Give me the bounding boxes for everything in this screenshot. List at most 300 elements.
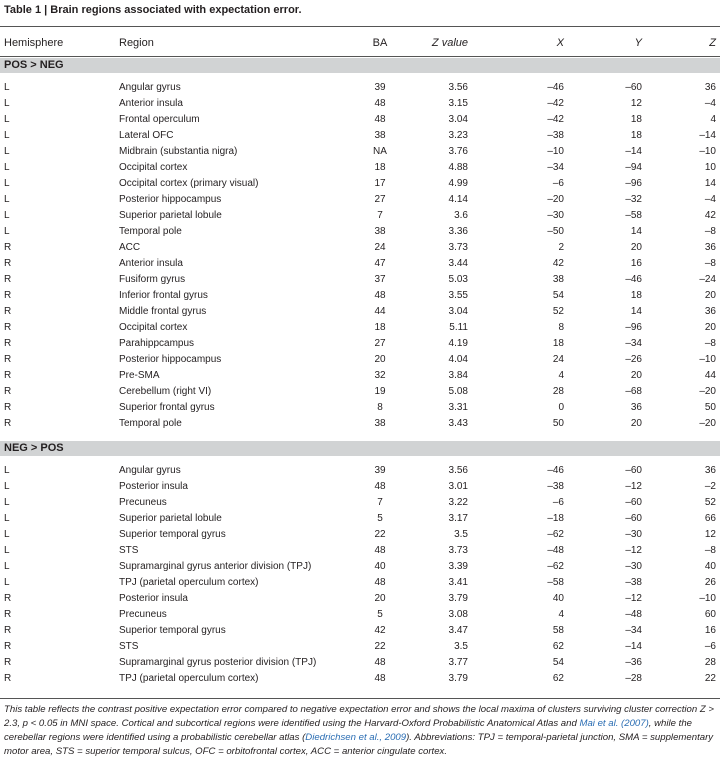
cell-ba: 48 bbox=[374, 657, 386, 668]
cell-z: 22 bbox=[704, 673, 716, 684]
cell-hemisphere: L bbox=[4, 194, 10, 205]
cell-x: 18 bbox=[552, 338, 564, 349]
cell-y: –30 bbox=[625, 561, 642, 572]
cell-zvalue: 3.6 bbox=[454, 210, 468, 221]
cell-region: Inferior frontal gyrus bbox=[119, 290, 208, 301]
cell-y: –60 bbox=[625, 513, 642, 524]
cell-zvalue: 3.73 bbox=[448, 242, 468, 253]
cell-region: Anterior insula bbox=[119, 258, 183, 269]
cell-x: –62 bbox=[547, 561, 564, 572]
section-pos-neg bbox=[0, 58, 720, 73]
cell-z: 40 bbox=[704, 561, 716, 572]
cell-region: Fusiform gyrus bbox=[119, 274, 186, 285]
cell-region: Posterior hippocampus bbox=[119, 194, 222, 205]
cell-zvalue: 3.39 bbox=[448, 561, 468, 572]
cell-hemisphere: L bbox=[4, 465, 10, 476]
cell-z: 36 bbox=[704, 82, 716, 93]
cell-x: –46 bbox=[547, 82, 564, 93]
cell-hemisphere: R bbox=[4, 593, 12, 604]
cell-hemisphere: L bbox=[4, 210, 10, 221]
cell-hemisphere: L bbox=[4, 130, 10, 141]
cell-z: 26 bbox=[704, 577, 716, 588]
cell-y: –58 bbox=[625, 210, 642, 221]
table-row bbox=[0, 638, 720, 654]
cell-ba: 38 bbox=[374, 226, 386, 237]
cell-x: –58 bbox=[547, 577, 564, 588]
table-row bbox=[0, 415, 720, 431]
cell-region: Frontal operculum bbox=[119, 114, 200, 125]
footnote-citation-link[interactable]: Mai et al. (2007) bbox=[579, 718, 649, 729]
cell-region: Posterior insula bbox=[119, 481, 188, 492]
cell-z: 60 bbox=[704, 609, 716, 620]
cell-y: –94 bbox=[625, 162, 642, 173]
header-rule bbox=[0, 56, 720, 57]
cell-zvalue: 3.5 bbox=[454, 641, 468, 652]
cell-z: –10 bbox=[699, 593, 716, 604]
cell-x: –38 bbox=[547, 481, 564, 492]
cell-x: 2 bbox=[558, 242, 564, 253]
cell-ba: 17 bbox=[374, 178, 386, 189]
cell-zvalue: 5.11 bbox=[449, 322, 468, 333]
cell-z: 12 bbox=[704, 529, 716, 540]
cell-region: Angular gyrus bbox=[119, 82, 181, 93]
cell-ba: 22 bbox=[374, 529, 386, 540]
cell-region: Midbrain (substantia nigra) bbox=[119, 146, 238, 157]
cell-x: 0 bbox=[558, 402, 564, 413]
cell-x: –50 bbox=[547, 226, 564, 237]
table-row bbox=[0, 191, 720, 207]
cell-y: –60 bbox=[625, 497, 642, 508]
cell-z: 20 bbox=[704, 322, 716, 333]
table-row bbox=[0, 351, 720, 367]
table-row bbox=[0, 462, 720, 478]
cell-ba: 48 bbox=[374, 114, 386, 125]
cell-x: 38 bbox=[552, 274, 564, 285]
cell-hemisphere: R bbox=[4, 418, 12, 429]
cell-z: –24 bbox=[699, 274, 716, 285]
cell-y: –14 bbox=[625, 146, 642, 157]
cell-hemisphere: R bbox=[4, 274, 12, 285]
cell-z: 52 bbox=[704, 497, 716, 508]
table-row bbox=[0, 542, 720, 558]
cell-hemisphere: L bbox=[4, 98, 10, 109]
cell-z: 4 bbox=[710, 114, 716, 125]
cell-z: –8 bbox=[704, 258, 716, 269]
cell-z: 66 bbox=[704, 513, 716, 524]
cell-zvalue: 3.17 bbox=[448, 513, 468, 524]
cell-x: –30 bbox=[547, 210, 564, 221]
cell-z: 36 bbox=[704, 242, 716, 253]
cell-hemisphere: R bbox=[4, 386, 12, 397]
cell-hemisphere: R bbox=[4, 338, 12, 349]
bottom-rule bbox=[0, 698, 720, 699]
cell-x: –18 bbox=[547, 513, 564, 524]
cell-ba: 27 bbox=[374, 194, 386, 205]
cell-x: 28 bbox=[552, 386, 564, 397]
footnote-text: This table reflects the contrast positive expectation error compared to negative expectation error and shows the local maxima of clusters surviving cluster correction Z > 2.3, p < 0.05 in MNI space. Cortical and subcortical regions were identified using the Harvard-Oxford Probabilistic Anatomical Atlas and bbox=[4, 704, 714, 729]
cell-y: 20 bbox=[630, 418, 642, 429]
cell-region: Occipital cortex bbox=[119, 162, 188, 173]
cell-x: 62 bbox=[552, 641, 564, 652]
cell-region: Superior temporal gyrus bbox=[119, 625, 226, 636]
cell-ba: 8 bbox=[377, 402, 383, 413]
cell-region: Posterior insula bbox=[119, 593, 188, 604]
cell-hemisphere: R bbox=[4, 609, 12, 620]
table-row bbox=[0, 143, 720, 159]
cell-hemisphere: R bbox=[4, 354, 12, 365]
table-row bbox=[0, 606, 720, 622]
footnote-text: ). Abbreviations: TPJ = temporal-parietal junction, SMA = supplementary motor area, STS = superior temporal sulcus, OFC = orbitofrontal cortex, ACC = anterior cingulate cortex. bbox=[4, 732, 714, 757]
cell-y: –96 bbox=[625, 322, 642, 333]
cell-hemisphere: R bbox=[4, 258, 12, 269]
cell-z: 28 bbox=[704, 657, 716, 668]
cell-z: –8 bbox=[704, 545, 716, 556]
cell-ba: 22 bbox=[374, 641, 386, 652]
cell-x: 52 bbox=[552, 306, 564, 317]
cell-zvalue: 5.03 bbox=[448, 274, 468, 285]
cell-x: –34 bbox=[547, 162, 564, 173]
cell-hemisphere: L bbox=[4, 545, 10, 556]
cell-zvalue: 3.73 bbox=[448, 545, 468, 556]
table-header bbox=[0, 37, 720, 51]
table-footnote bbox=[4, 703, 716, 759]
cell-ba: 48 bbox=[374, 577, 386, 588]
cell-region: Angular gyrus bbox=[119, 465, 181, 476]
cell-ba: 48 bbox=[374, 545, 386, 556]
top-rule bbox=[0, 26, 720, 27]
table-row bbox=[0, 622, 720, 638]
table-row bbox=[0, 223, 720, 239]
cell-region: Temporal pole bbox=[119, 418, 182, 429]
cell-y: –28 bbox=[625, 673, 642, 684]
header-y: Y bbox=[634, 37, 642, 49]
cell-x: –42 bbox=[547, 98, 564, 109]
cell-region: Cerebellum (right VI) bbox=[119, 386, 212, 397]
cell-hemisphere: R bbox=[4, 370, 12, 381]
cell-z: –10 bbox=[699, 146, 716, 157]
cell-zvalue: 4.14 bbox=[448, 194, 468, 205]
cell-ba: 47 bbox=[374, 258, 386, 269]
cell-hemisphere: L bbox=[4, 577, 10, 588]
cell-y: 16 bbox=[630, 258, 642, 269]
cell-zvalue: 4.88 bbox=[448, 162, 468, 173]
cell-y: –12 bbox=[625, 545, 642, 556]
cell-y: 18 bbox=[630, 290, 642, 301]
cell-ba: 18 bbox=[374, 162, 386, 173]
table-row bbox=[0, 303, 720, 319]
cell-z: –8 bbox=[704, 226, 716, 237]
cell-zvalue: 3.56 bbox=[448, 465, 468, 476]
cell-zvalue: 4.99 bbox=[448, 178, 468, 189]
cell-y: –32 bbox=[625, 194, 642, 205]
cell-ba: 19 bbox=[374, 386, 386, 397]
cell-z: –6 bbox=[704, 641, 716, 652]
cell-region: Precuneus bbox=[119, 609, 167, 620]
footnote-text: , while the cerebellar regions were identified using a probabilistic cerebellar atlas ( bbox=[4, 718, 692, 743]
cell-x: –46 bbox=[547, 465, 564, 476]
cell-z: 50 bbox=[704, 402, 716, 413]
table-row bbox=[0, 574, 720, 590]
cell-ba: 27 bbox=[374, 338, 386, 349]
table-row bbox=[0, 654, 720, 670]
cell-x: 4 bbox=[558, 609, 564, 620]
cell-region: Superior parietal lobule bbox=[119, 210, 222, 221]
cell-y: –36 bbox=[625, 657, 642, 668]
header-ba: BA bbox=[372, 37, 388, 49]
cell-ba: 48 bbox=[374, 290, 386, 301]
cell-hemisphere: R bbox=[4, 625, 12, 636]
cell-y: –48 bbox=[625, 609, 642, 620]
cell-y: 20 bbox=[630, 242, 642, 253]
cell-hemisphere: R bbox=[4, 657, 12, 668]
cell-x: –48 bbox=[547, 545, 564, 556]
table-row bbox=[0, 494, 720, 510]
cell-y: 20 bbox=[630, 370, 642, 381]
cell-zvalue: 4.04 bbox=[448, 354, 468, 365]
cell-region: STS bbox=[119, 545, 139, 556]
cell-x: 40 bbox=[552, 593, 564, 604]
table-row bbox=[0, 399, 720, 415]
cell-zvalue: 3.23 bbox=[448, 130, 468, 141]
cell-z: 36 bbox=[704, 465, 716, 476]
cell-zvalue: 3.55 bbox=[448, 290, 468, 301]
cell-y: 14 bbox=[630, 226, 642, 237]
cell-y: –60 bbox=[625, 82, 642, 93]
cell-hemisphere: L bbox=[4, 114, 10, 125]
cell-ba: 37 bbox=[374, 274, 386, 285]
table-row bbox=[0, 127, 720, 143]
table-row bbox=[0, 175, 720, 191]
cell-y: –34 bbox=[625, 625, 642, 636]
cell-ba: 5 bbox=[377, 513, 383, 524]
cell-region: Anterior insula bbox=[119, 98, 183, 109]
section-neg-pos bbox=[0, 441, 720, 456]
cell-x: –6 bbox=[552, 178, 564, 189]
table-caption: Table 1 | Brain regions associated with expectation error. bbox=[4, 4, 302, 16]
cell-zvalue: 3.84 bbox=[448, 370, 468, 381]
header-zvalue: Z value bbox=[431, 37, 468, 49]
cell-x: –62 bbox=[547, 529, 564, 540]
cell-y: 12 bbox=[630, 98, 642, 109]
cell-region: TPJ (parietal operculum cortex) bbox=[119, 577, 259, 588]
cell-x: 54 bbox=[552, 657, 564, 668]
cell-region: Superior frontal gyrus bbox=[119, 402, 215, 413]
cell-ba: 48 bbox=[374, 481, 386, 492]
cell-x: –10 bbox=[547, 146, 564, 157]
cell-zvalue: 3.04 bbox=[448, 114, 468, 125]
cell-y: –30 bbox=[625, 529, 642, 540]
table-row bbox=[0, 526, 720, 542]
cell-hemisphere: R bbox=[4, 641, 12, 652]
cell-z: 44 bbox=[704, 370, 716, 381]
cell-region: Precuneus bbox=[119, 497, 167, 508]
cell-y: –12 bbox=[625, 481, 642, 492]
cell-x: –38 bbox=[547, 130, 564, 141]
table-row bbox=[0, 239, 720, 255]
cell-region: Occipital cortex (primary visual) bbox=[119, 178, 259, 189]
cell-ba: 20 bbox=[374, 354, 386, 365]
cell-ba: 20 bbox=[374, 593, 386, 604]
section-label: NEG > POS bbox=[4, 442, 64, 454]
table-row bbox=[0, 335, 720, 351]
cell-z: –2 bbox=[704, 481, 716, 492]
cell-y: –68 bbox=[625, 386, 642, 397]
cell-region: Parahippcampus bbox=[119, 338, 195, 349]
cell-ba: 48 bbox=[374, 673, 386, 684]
cell-zvalue: 3.79 bbox=[448, 593, 468, 604]
table-row bbox=[0, 319, 720, 335]
cell-y: –60 bbox=[625, 465, 642, 476]
cell-region: Supramarginal gyrus anterior division (TPJ) bbox=[119, 561, 312, 572]
cell-zvalue: 3.36 bbox=[448, 226, 468, 237]
cell-y: –46 bbox=[625, 274, 642, 285]
cell-zvalue: 3.56 bbox=[448, 82, 468, 93]
cell-region: Lateral OFC bbox=[119, 130, 174, 141]
header-z: Z bbox=[709, 37, 716, 49]
cell-zvalue: 3.77 bbox=[448, 657, 468, 668]
cell-y: 14 bbox=[630, 306, 642, 317]
cell-region: ACC bbox=[119, 242, 141, 253]
cell-z: –8 bbox=[704, 338, 716, 349]
cell-y: –38 bbox=[625, 577, 642, 588]
cell-y: –14 bbox=[625, 641, 642, 652]
cell-zvalue: 3.15 bbox=[448, 98, 468, 109]
cell-zvalue: 3.76 bbox=[448, 146, 468, 157]
cell-zvalue: 4.19 bbox=[448, 338, 468, 349]
section-label: POS > NEG bbox=[4, 59, 64, 71]
header-region: Region bbox=[119, 37, 154, 49]
cell-hemisphere: R bbox=[4, 322, 12, 333]
cell-ba: NA bbox=[373, 146, 387, 157]
cell-ba: 32 bbox=[374, 370, 386, 381]
table-row bbox=[0, 287, 720, 303]
cell-region: Superior temporal gyrus bbox=[119, 529, 226, 540]
cell-hemisphere: R bbox=[4, 673, 12, 684]
section-neg-pos-rows bbox=[0, 462, 720, 686]
cell-hemisphere: L bbox=[4, 162, 10, 173]
cell-zvalue: 3.22 bbox=[448, 497, 468, 508]
cell-ba: 39 bbox=[374, 82, 386, 93]
cell-hemisphere: L bbox=[4, 497, 10, 508]
cell-ba: 7 bbox=[377, 210, 383, 221]
cell-ba: 7 bbox=[377, 497, 383, 508]
cell-hemisphere: L bbox=[4, 82, 10, 93]
cell-y: –34 bbox=[625, 338, 642, 349]
cell-region: Middle frontal gyrus bbox=[119, 306, 207, 317]
cell-hemisphere: R bbox=[4, 242, 12, 253]
cell-ba: 24 bbox=[374, 242, 386, 253]
cell-zvalue: 3.43 bbox=[448, 418, 468, 429]
cell-zvalue: 3.44 bbox=[448, 258, 468, 269]
cell-x: –42 bbox=[547, 114, 564, 125]
table-row bbox=[0, 670, 720, 686]
cell-y: 36 bbox=[630, 402, 642, 413]
cell-ba: 18 bbox=[374, 322, 386, 333]
cell-zvalue: 3.47 bbox=[448, 625, 468, 636]
cell-ba: 44 bbox=[374, 306, 386, 317]
table-row bbox=[0, 510, 720, 526]
cell-hemisphere: L bbox=[4, 226, 10, 237]
cell-ba: 48 bbox=[374, 98, 386, 109]
cell-zvalue: 3.5 bbox=[454, 529, 468, 540]
cell-ba: 5 bbox=[377, 609, 383, 620]
cell-x: 62 bbox=[552, 673, 564, 684]
table-row bbox=[0, 478, 720, 494]
cell-zvalue: 3.04 bbox=[448, 306, 468, 317]
cell-region: Supramarginal gyrus posterior division (TPJ) bbox=[119, 657, 317, 668]
cell-z: –4 bbox=[704, 194, 716, 205]
cell-ba: 38 bbox=[374, 130, 386, 141]
cell-hemisphere: L bbox=[4, 146, 10, 157]
cell-z: –4 bbox=[704, 98, 716, 109]
cell-x: 24 bbox=[552, 354, 564, 365]
cell-z: –14 bbox=[699, 130, 716, 141]
cell-ba: 38 bbox=[374, 418, 386, 429]
cell-x: 58 bbox=[552, 625, 564, 636]
cell-z: 36 bbox=[704, 306, 716, 317]
cell-y: 18 bbox=[630, 130, 642, 141]
cell-region: Occipital cortex bbox=[119, 322, 188, 333]
table-row bbox=[0, 367, 720, 383]
table-row bbox=[0, 111, 720, 127]
cell-x: 42 bbox=[552, 258, 564, 269]
cell-y: –26 bbox=[625, 354, 642, 365]
cell-hemisphere: R bbox=[4, 402, 12, 413]
section-pos-neg-rows bbox=[0, 79, 720, 431]
cell-region: Pre-SMA bbox=[119, 370, 160, 381]
cell-z: –10 bbox=[699, 354, 716, 365]
cell-hemisphere: L bbox=[4, 561, 10, 572]
table-row bbox=[0, 159, 720, 175]
cell-region: Superior parietal lobule bbox=[119, 513, 222, 524]
cell-hemisphere: L bbox=[4, 481, 10, 492]
table-row bbox=[0, 383, 720, 399]
cell-hemisphere: L bbox=[4, 513, 10, 524]
cell-z: 16 bbox=[704, 625, 716, 636]
cell-hemisphere: R bbox=[4, 290, 12, 301]
cell-region: STS bbox=[119, 641, 139, 652]
cell-x: 4 bbox=[558, 370, 564, 381]
cell-zvalue: 3.41 bbox=[448, 577, 468, 588]
cell-z: 42 bbox=[704, 210, 716, 221]
header-hemisphere: Hemisphere bbox=[4, 37, 64, 49]
cell-ba: 40 bbox=[374, 561, 386, 572]
cell-x: 8 bbox=[558, 322, 564, 333]
cell-z: 14 bbox=[704, 178, 716, 189]
table-row bbox=[0, 255, 720, 271]
table-row bbox=[0, 558, 720, 574]
cell-hemisphere: L bbox=[4, 178, 10, 189]
table-row bbox=[0, 79, 720, 95]
cell-x: 50 bbox=[552, 418, 564, 429]
cell-x: 54 bbox=[552, 290, 564, 301]
footnote-citation-link[interactable]: Diedrichsen et al., 2009 bbox=[305, 732, 407, 743]
cell-z: 20 bbox=[704, 290, 716, 301]
cell-zvalue: 3.79 bbox=[448, 673, 468, 684]
table-row bbox=[0, 95, 720, 111]
cell-hemisphere: R bbox=[4, 306, 12, 317]
cell-x: –6 bbox=[552, 497, 564, 508]
table-row bbox=[0, 590, 720, 606]
cell-y: –12 bbox=[625, 593, 642, 604]
cell-ba: 39 bbox=[374, 465, 386, 476]
cell-ba: 42 bbox=[374, 625, 386, 636]
cell-y: –96 bbox=[625, 178, 642, 189]
cell-region: Posterior hippocampus bbox=[119, 354, 222, 365]
cell-x: –20 bbox=[547, 194, 564, 205]
cell-y: 18 bbox=[630, 114, 642, 125]
cell-z: –20 bbox=[699, 386, 716, 397]
